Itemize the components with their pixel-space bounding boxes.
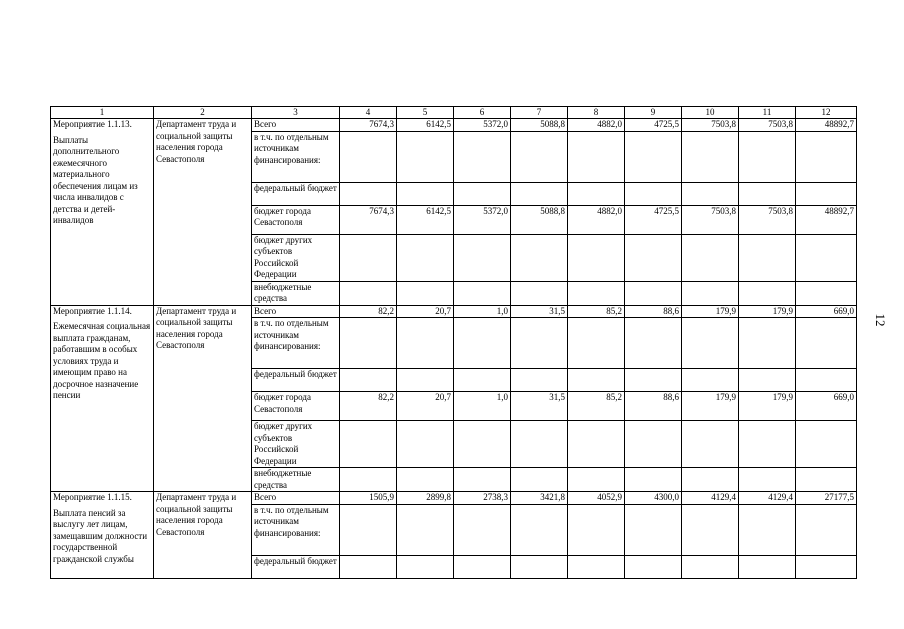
value-cell	[739, 281, 796, 305]
value-cell	[739, 318, 796, 369]
header-cell: 1	[51, 107, 154, 119]
value-cell: 7503,8	[682, 205, 739, 234]
value-cell	[454, 504, 511, 555]
header-cell: 6	[454, 107, 511, 119]
value-cell: 48892,7	[796, 119, 857, 132]
value-cell	[511, 504, 568, 555]
value-cell	[796, 318, 857, 369]
value-cell	[568, 421, 625, 468]
value-cell	[796, 468, 857, 492]
value-cell	[682, 421, 739, 468]
value-cell: 669,0	[796, 305, 857, 318]
value-cell	[340, 555, 397, 578]
value-cell	[625, 182, 682, 205]
funding-source-cell: в т.ч. по отдельным источникам финансирования:	[252, 504, 340, 555]
header-cell: 12	[796, 107, 857, 119]
value-cell: 7674,3	[340, 119, 397, 132]
value-cell	[796, 182, 857, 205]
funding-source-cell: внебюджетные средства	[252, 468, 340, 492]
value-cell	[625, 369, 682, 392]
value-cell: 88,6	[625, 392, 682, 421]
value-cell	[625, 131, 682, 182]
value-cell: 6142,5	[397, 205, 454, 234]
value-cell	[454, 468, 511, 492]
header-cell: 5	[397, 107, 454, 119]
measure-description: Выплаты дополнительного ежемесячного материального обеспечения лицам из числа инвалидов с детства и детей-инвалидов	[53, 134, 138, 225]
value-cell: 179,9	[739, 305, 796, 318]
department-name: Департамент труда и социальной защиты населения города Севастополя	[156, 492, 237, 537]
value-cell: 82,2	[340, 305, 397, 318]
funding-source-cell: федеральный бюджет	[252, 555, 340, 578]
table-header	[51, 107, 857, 119]
value-cell	[625, 281, 682, 305]
value-cell: 5088,8	[511, 119, 568, 132]
department-name: Департамент труда и социальной защиты населения города Севастополя	[156, 119, 237, 164]
table-body	[51, 119, 857, 579]
value-cell	[454, 182, 511, 205]
value-cell	[682, 318, 739, 369]
value-cell	[511, 234, 568, 281]
value-cell: 4882,0	[568, 119, 625, 132]
value-cell: 1,0	[454, 392, 511, 421]
value-cell	[340, 318, 397, 369]
value-cell	[511, 131, 568, 182]
funding-source-cell: бюджет города Севастополя	[252, 205, 340, 234]
value-cell	[454, 555, 511, 578]
value-cell	[796, 281, 857, 305]
value-cell	[454, 318, 511, 369]
value-cell	[682, 468, 739, 492]
value-cell: 31,5	[511, 392, 568, 421]
value-cell	[625, 318, 682, 369]
value-cell	[625, 234, 682, 281]
value-cell	[340, 281, 397, 305]
value-cell	[739, 131, 796, 182]
value-cell	[796, 131, 857, 182]
value-cell	[682, 234, 739, 281]
value-cell	[796, 504, 857, 555]
value-cell	[397, 131, 454, 182]
value-cell: 27177,5	[796, 492, 857, 505]
value-cell	[568, 555, 625, 578]
value-cell: 2899,8	[397, 492, 454, 505]
funding-source-cell: Всего	[252, 119, 340, 132]
value-cell	[340, 369, 397, 392]
value-cell: 1505,9	[340, 492, 397, 505]
value-cell: 4882,0	[568, 205, 625, 234]
funding-source-cell: внебюджетные средства	[252, 281, 340, 305]
value-cell	[739, 369, 796, 392]
value-cell: 1,0	[454, 305, 511, 318]
value-cell: 85,2	[568, 392, 625, 421]
value-cell: 4129,4	[682, 492, 739, 505]
value-cell: 5372,0	[454, 119, 511, 132]
measure-description: Выплата пенсий за выслугу лет лицам, замещавшим должности государственной гражданской службы	[53, 507, 148, 564]
value-cell: 20,7	[397, 305, 454, 318]
value-cell	[454, 234, 511, 281]
value-cell	[397, 234, 454, 281]
value-cell	[511, 468, 568, 492]
header-cell: 8	[568, 107, 625, 119]
value-cell	[796, 555, 857, 578]
value-cell	[739, 468, 796, 492]
value-cell	[340, 421, 397, 468]
value-cell	[796, 369, 857, 392]
funding-source-cell: бюджет других субъектов Российской Федерации	[252, 234, 340, 281]
value-cell	[739, 555, 796, 578]
value-cell	[340, 131, 397, 182]
value-cell: 179,9	[682, 305, 739, 318]
value-cell	[397, 504, 454, 555]
measure-title: Мероприятие 1.1.14.	[53, 305, 132, 316]
value-cell	[625, 555, 682, 578]
value-cell: 88,6	[625, 305, 682, 318]
value-cell	[397, 555, 454, 578]
value-cell	[682, 369, 739, 392]
measure-cell	[51, 492, 154, 579]
header-cell: 4	[340, 107, 397, 119]
header-cell: 10	[682, 107, 739, 119]
value-cell	[682, 182, 739, 205]
value-cell	[625, 468, 682, 492]
value-cell: 7674,3	[340, 205, 397, 234]
value-cell	[796, 421, 857, 468]
value-cell: 4725,5	[625, 205, 682, 234]
value-cell	[682, 555, 739, 578]
page-number: 12	[873, 313, 888, 327]
value-cell	[340, 182, 397, 205]
value-cell	[568, 234, 625, 281]
header-cell: 7	[511, 107, 568, 119]
value-cell	[739, 182, 796, 205]
value-cell: 20,7	[397, 392, 454, 421]
value-cell	[625, 504, 682, 555]
funding-source-cell: федеральный бюджет	[252, 182, 340, 205]
value-cell: 7503,8	[739, 205, 796, 234]
funding-source-cell: бюджет других субъектов Российской Федерации	[252, 421, 340, 468]
value-cell	[739, 421, 796, 468]
value-cell	[454, 369, 511, 392]
funding-source-cell: Всего	[252, 492, 340, 505]
value-cell	[397, 281, 454, 305]
value-cell	[397, 318, 454, 369]
value-cell	[511, 318, 568, 369]
value-cell	[682, 281, 739, 305]
value-cell	[397, 369, 454, 392]
value-cell: 669,0	[796, 392, 857, 421]
value-cell	[511, 281, 568, 305]
value-cell	[454, 281, 511, 305]
funding-source-cell: в т.ч. по отдельным источникам финансирования:	[252, 131, 340, 182]
value-cell	[568, 318, 625, 369]
value-cell: 7503,8	[739, 119, 796, 132]
value-cell: 5088,8	[511, 205, 568, 234]
value-cell	[511, 369, 568, 392]
value-cell: 179,9	[739, 392, 796, 421]
department-cell	[154, 492, 252, 579]
value-cell	[568, 504, 625, 555]
measure-cell	[51, 119, 154, 306]
header-cell: 11	[739, 107, 796, 119]
value-cell	[511, 421, 568, 468]
value-cell: 4052,9	[568, 492, 625, 505]
value-cell	[682, 504, 739, 555]
value-cell: 179,9	[682, 392, 739, 421]
measure-description: Ежемесячная социальная выплата гражданам, работавшим в особых условиях труда и имеющим право на досрочное назначение пенсии	[53, 321, 151, 400]
value-cell	[568, 182, 625, 205]
value-cell: 7503,8	[682, 119, 739, 132]
value-cell	[625, 421, 682, 468]
value-cell	[568, 131, 625, 182]
header-cell: 3	[252, 107, 340, 119]
department-cell	[154, 305, 252, 492]
value-cell: 4129,4	[739, 492, 796, 505]
value-cell: 82,2	[340, 392, 397, 421]
header-row	[51, 107, 857, 119]
value-cell	[796, 234, 857, 281]
value-cell	[340, 468, 397, 492]
value-cell	[340, 234, 397, 281]
header-cell: 2	[154, 107, 252, 119]
measure-title: Мероприятие 1.1.13.	[53, 119, 132, 129]
value-cell	[739, 504, 796, 555]
value-cell: 4725,5	[625, 119, 682, 132]
value-cell: 5372,0	[454, 205, 511, 234]
table-row	[51, 492, 857, 505]
value-cell	[340, 504, 397, 555]
value-cell	[397, 421, 454, 468]
measure-title: Мероприятие 1.1.15.	[53, 492, 132, 502]
value-cell: 4300,0	[625, 492, 682, 505]
department-name: Департамент труда и социальной защиты населения города Севастополя	[156, 305, 237, 350]
funding-source-cell: бюджет города Севастополя	[252, 392, 340, 421]
value-cell	[511, 182, 568, 205]
value-cell: 31,5	[511, 305, 568, 318]
value-cell: 2738,3	[454, 492, 511, 505]
value-cell	[511, 555, 568, 578]
value-cell	[397, 468, 454, 492]
funding-source-cell: в т.ч. по отдельным источникам финансирования:	[252, 318, 340, 369]
table-row	[51, 119, 857, 132]
budget-table	[50, 106, 857, 579]
value-cell	[568, 281, 625, 305]
department-cell	[154, 119, 252, 306]
value-cell: 3421,8	[511, 492, 568, 505]
table-row	[51, 305, 857, 318]
value-cell	[568, 369, 625, 392]
funding-source-cell: Всего	[252, 305, 340, 318]
value-cell	[454, 421, 511, 468]
value-cell	[397, 182, 454, 205]
funding-source-cell: федеральный бюджет	[252, 369, 340, 392]
measure-cell	[51, 305, 154, 492]
value-cell: 6142,5	[397, 119, 454, 132]
value-cell	[682, 131, 739, 182]
value-cell: 85,2	[568, 305, 625, 318]
header-cell: 9	[625, 107, 682, 119]
value-cell	[568, 468, 625, 492]
value-cell: 48892,7	[796, 205, 857, 234]
value-cell	[454, 131, 511, 182]
value-cell	[739, 234, 796, 281]
